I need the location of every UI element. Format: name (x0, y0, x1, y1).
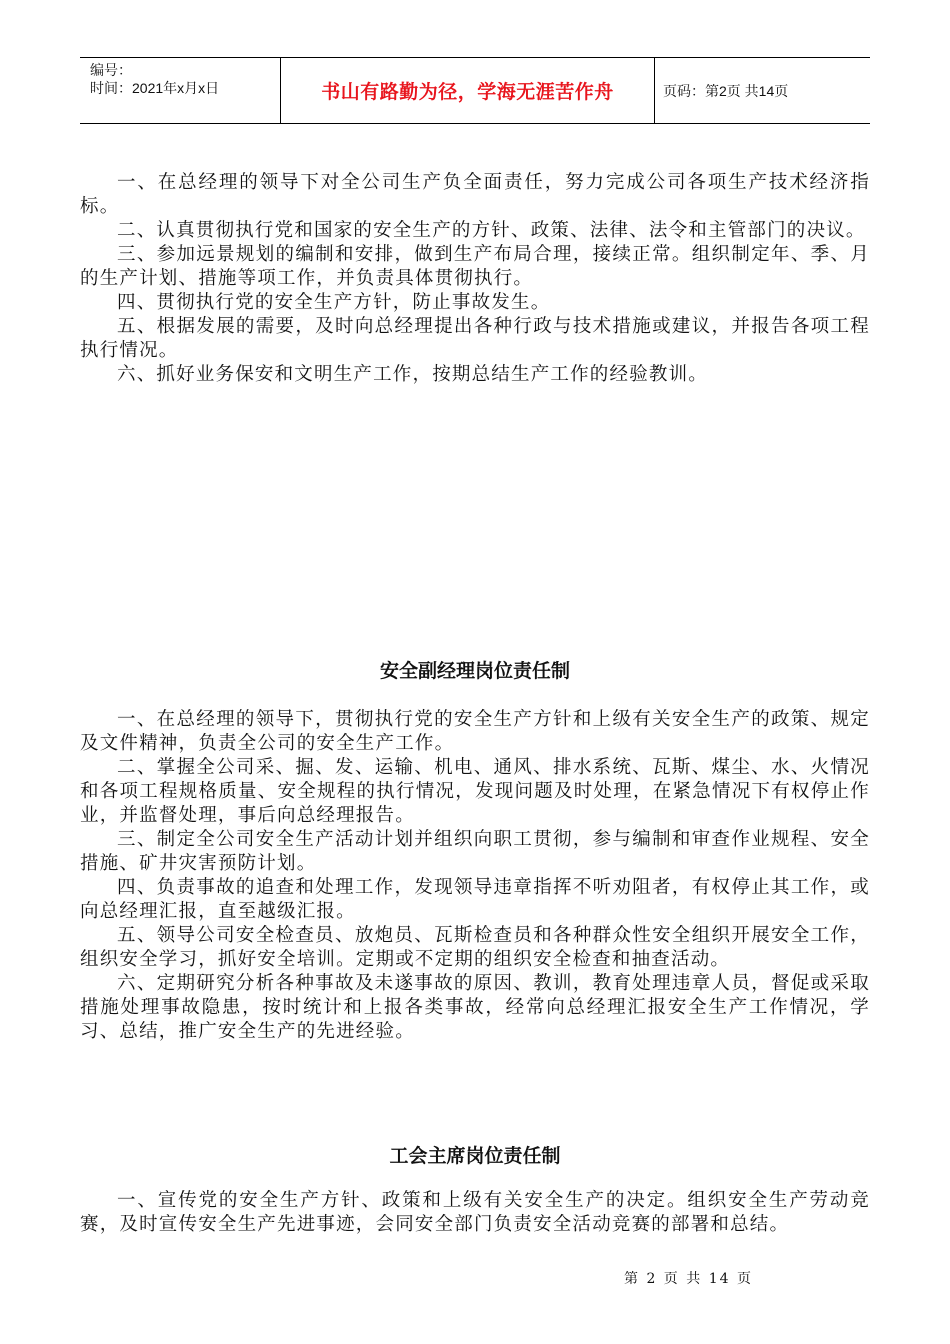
intro-paragraph-5: 五、根据发展的需要，及时向总经理提出各种行政与技术措施或建议，并报告各项工程执行情况。 (80, 316, 870, 361)
page-footer: 第 2 页 共 14 页 (624, 1271, 753, 1287)
safety-paragraph-6: 六、定期研究分析各种事故及未遂事故的原因、教训，教育处理违章人员，督促或采取措施处理事故隐患，按时统计和上报各类事故，经常向总经理汇报安全生产工作情况，学习、总结，推广安全生产的先进经验。 (80, 973, 870, 1042)
safety-section-title: 安全副经理岗位责任制 (379, 661, 570, 682)
union-section-title: 工会主席岗位责任制 (389, 1146, 561, 1167)
union-section (80, 1189, 870, 1237)
document-code-label: 编号： (90, 62, 132, 78)
intro-paragraph-4: 四、贯彻执行党的安全生产方针，防止事故发生。 (117, 292, 551, 313)
safety-paragraph-4: 四、负责事故的追查和处理工作，发现领导违章指挥不听劝阻者，有权停止其工作，或向总经理汇报，直至越级汇报。 (80, 877, 870, 922)
safety-paragraph-2: 二、掌握全公司采、掘、发、运输、机电、通风、排水系统、瓦斯、煤尘、水、火情况和各项工程规格质量、安全规程的执行情况，发现问题及时处理，在紧急情况下有权停止作业，并监督处理，事后向总经理报告。 (80, 757, 870, 826)
safety-paragraph-3: 三、制定全公司安全生产活动计划并组织向职工贯彻，参与编制和审查作业规程、安全措施、矿井灾害预防计划。 (80, 829, 870, 874)
document-header (80, 57, 870, 124)
intro-section (80, 171, 870, 387)
header-page-number: 页码：第2页 共14页 (663, 82, 789, 99)
safety-paragraph-5: 五、领导公司安全检查员、放炮员、瓦斯检查员和各种群众性安全组织开展安全工作，组织安全学习，抓好安全培训。定期或不定期的组织安全检查和抽查活动。 (80, 925, 870, 970)
safety-section (80, 708, 870, 1044)
header-meta (80, 58, 281, 123)
header-motto: 书山有路勤为径，学海无涯苦作舟 (281, 58, 655, 123)
safety-paragraph-1: 一、在总经理的领导下，贯彻执行党的安全生产方针和上级有关安全生产的政策、规定及文件精神，负责全公司的安全生产工作。 (80, 709, 870, 754)
intro-paragraph-2: 二、认真贯彻执行党和国家的安全生产的方针、政策、法律、法令和主管部门的决议。 (117, 220, 866, 241)
document-time-label: 时间：2021年x月x日 (90, 80, 220, 96)
union-paragraph-1: 一、宣传党的安全生产方针、政策和上级有关安全生产的决定。组织安全生产劳动竞赛，及时宣传安全生产先进事迹，会同安全部门负责安全活动竞赛的部署和总结。 (80, 1190, 870, 1235)
intro-paragraph-6: 六、抓好业务保安和文明生产工作，按期总结生产工作的经验教训。 (117, 364, 709, 385)
intro-paragraph-1: 一、在总经理的领导下对全公司生产负全面责任，努力完成公司各项生产技术经济指标。 (80, 172, 870, 217)
intro-paragraph-3: 三、参加远景规划的编制和安排，做到生产布局合理，接续正常。组织制定年、季、月的生产计划、措施等项工作，并负责具体贯彻执行。 (80, 244, 870, 289)
